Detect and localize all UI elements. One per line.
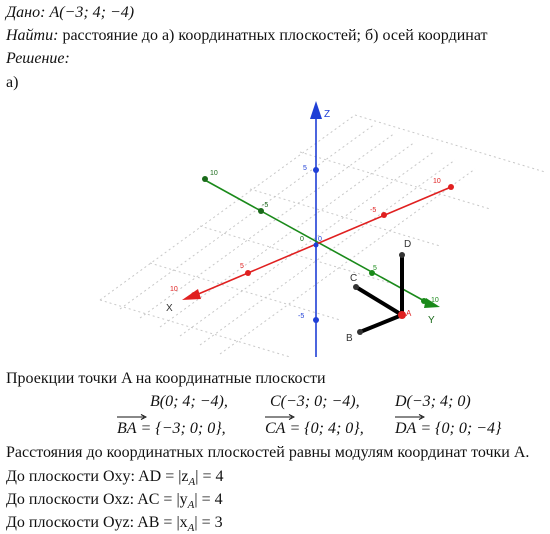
y-tick-point-10 bbox=[421, 298, 427, 304]
find-value: расстояние до а) координатных плоскостей; б) осей координат bbox=[62, 27, 488, 44]
point-d bbox=[399, 252, 405, 258]
segment-ab bbox=[360, 315, 402, 332]
label-c: C bbox=[350, 273, 358, 284]
y-tick-10: 10 bbox=[431, 297, 439, 304]
vector-arrow-icon bbox=[265, 414, 295, 420]
proj-d: D(−3; 4; 0) bbox=[395, 393, 471, 410]
z-tick-5: 5 bbox=[303, 165, 307, 172]
y-tick-neg5: -5 bbox=[262, 202, 269, 209]
vector-ca-value: = {0; 4; 0}, bbox=[285, 420, 364, 437]
solution-label: Решение: bbox=[6, 50, 70, 67]
label-a: A bbox=[406, 309, 412, 318]
x-axis-label: X bbox=[166, 303, 173, 314]
vector-ba-value: = {−3; 0; 0}, bbox=[136, 420, 226, 437]
point-b bbox=[357, 329, 363, 335]
vector-ba bbox=[117, 420, 226, 438]
x-tick-neg5: -5 bbox=[370, 207, 377, 214]
projections-title: Проекции точки A на координатные плоскости bbox=[6, 370, 326, 387]
label-b: B bbox=[346, 333, 353, 344]
point-a bbox=[398, 311, 406, 319]
given-line bbox=[6, 4, 134, 22]
vector-da-value: = {0; 0; −4} bbox=[416, 420, 502, 437]
z-tick-point-neg5 bbox=[313, 317, 319, 323]
vector-da bbox=[395, 420, 501, 438]
x-tick-point-5 bbox=[245, 270, 251, 276]
x-tick-neg10: 10 bbox=[433, 178, 441, 185]
vector-arrow-icon bbox=[395, 414, 425, 420]
vector-da-name: DA bbox=[395, 420, 416, 438]
y-tick-5: 5 bbox=[373, 265, 377, 272]
vector-ca-name: CA bbox=[265, 420, 285, 438]
given-label: Дано: bbox=[6, 4, 46, 21]
z-axis-label: Z bbox=[324, 109, 331, 120]
vector-ca bbox=[265, 420, 364, 438]
y-axis-label: Y bbox=[428, 315, 435, 326]
vector-ba-name: BA bbox=[117, 420, 137, 438]
x-tick-point-neg10 bbox=[448, 184, 454, 190]
given-value: A(−3; 4; −4) bbox=[49, 4, 135, 21]
oxz-distance: До плоскости Oxz: AC = $|y_A| = 4$ bbox=[6, 491, 223, 512]
x-tick-10: 10 bbox=[170, 286, 178, 293]
y-tick-neg10: 10 bbox=[210, 170, 218, 177]
y-tick-point-neg10 bbox=[202, 176, 208, 182]
x-tick-point-neg5 bbox=[381, 212, 387, 218]
origin-point bbox=[314, 243, 319, 248]
origin-label: 0 bbox=[318, 236, 322, 243]
oyz-distance: До плоскости Oyz: AB = $|x_A| = 3$ bbox=[6, 514, 223, 534]
solution-line bbox=[6, 50, 70, 68]
distances-text: Расстояния до координатных плоскостей равны модулям координат точки A. bbox=[6, 444, 530, 461]
x-tick-5: 5 bbox=[240, 263, 244, 270]
origin-label-neg: 0 bbox=[300, 236, 304, 243]
point-c bbox=[353, 284, 359, 290]
find-label: Найти: bbox=[6, 27, 59, 44]
segment-ac bbox=[356, 287, 402, 315]
vector-arrow-icon bbox=[117, 414, 147, 420]
oxy-distance: До плоскости Oxy: AD = $|z_A| = 4$ bbox=[6, 468, 224, 489]
z-tick-neg5: -5 bbox=[298, 313, 305, 320]
coordinate-graph bbox=[0, 95, 550, 365]
part-a-label: а) bbox=[6, 74, 19, 91]
proj-c: C(−3; 0; −4), bbox=[270, 393, 360, 410]
x-tick-point-10 bbox=[191, 292, 197, 298]
find-line bbox=[6, 27, 488, 45]
z-tick-point-5 bbox=[313, 167, 319, 173]
label-d: D bbox=[404, 239, 412, 250]
grid bbox=[100, 115, 545, 357]
proj-b: B(0; 4; −4), bbox=[150, 393, 228, 410]
z-axis-arrow bbox=[310, 101, 322, 119]
